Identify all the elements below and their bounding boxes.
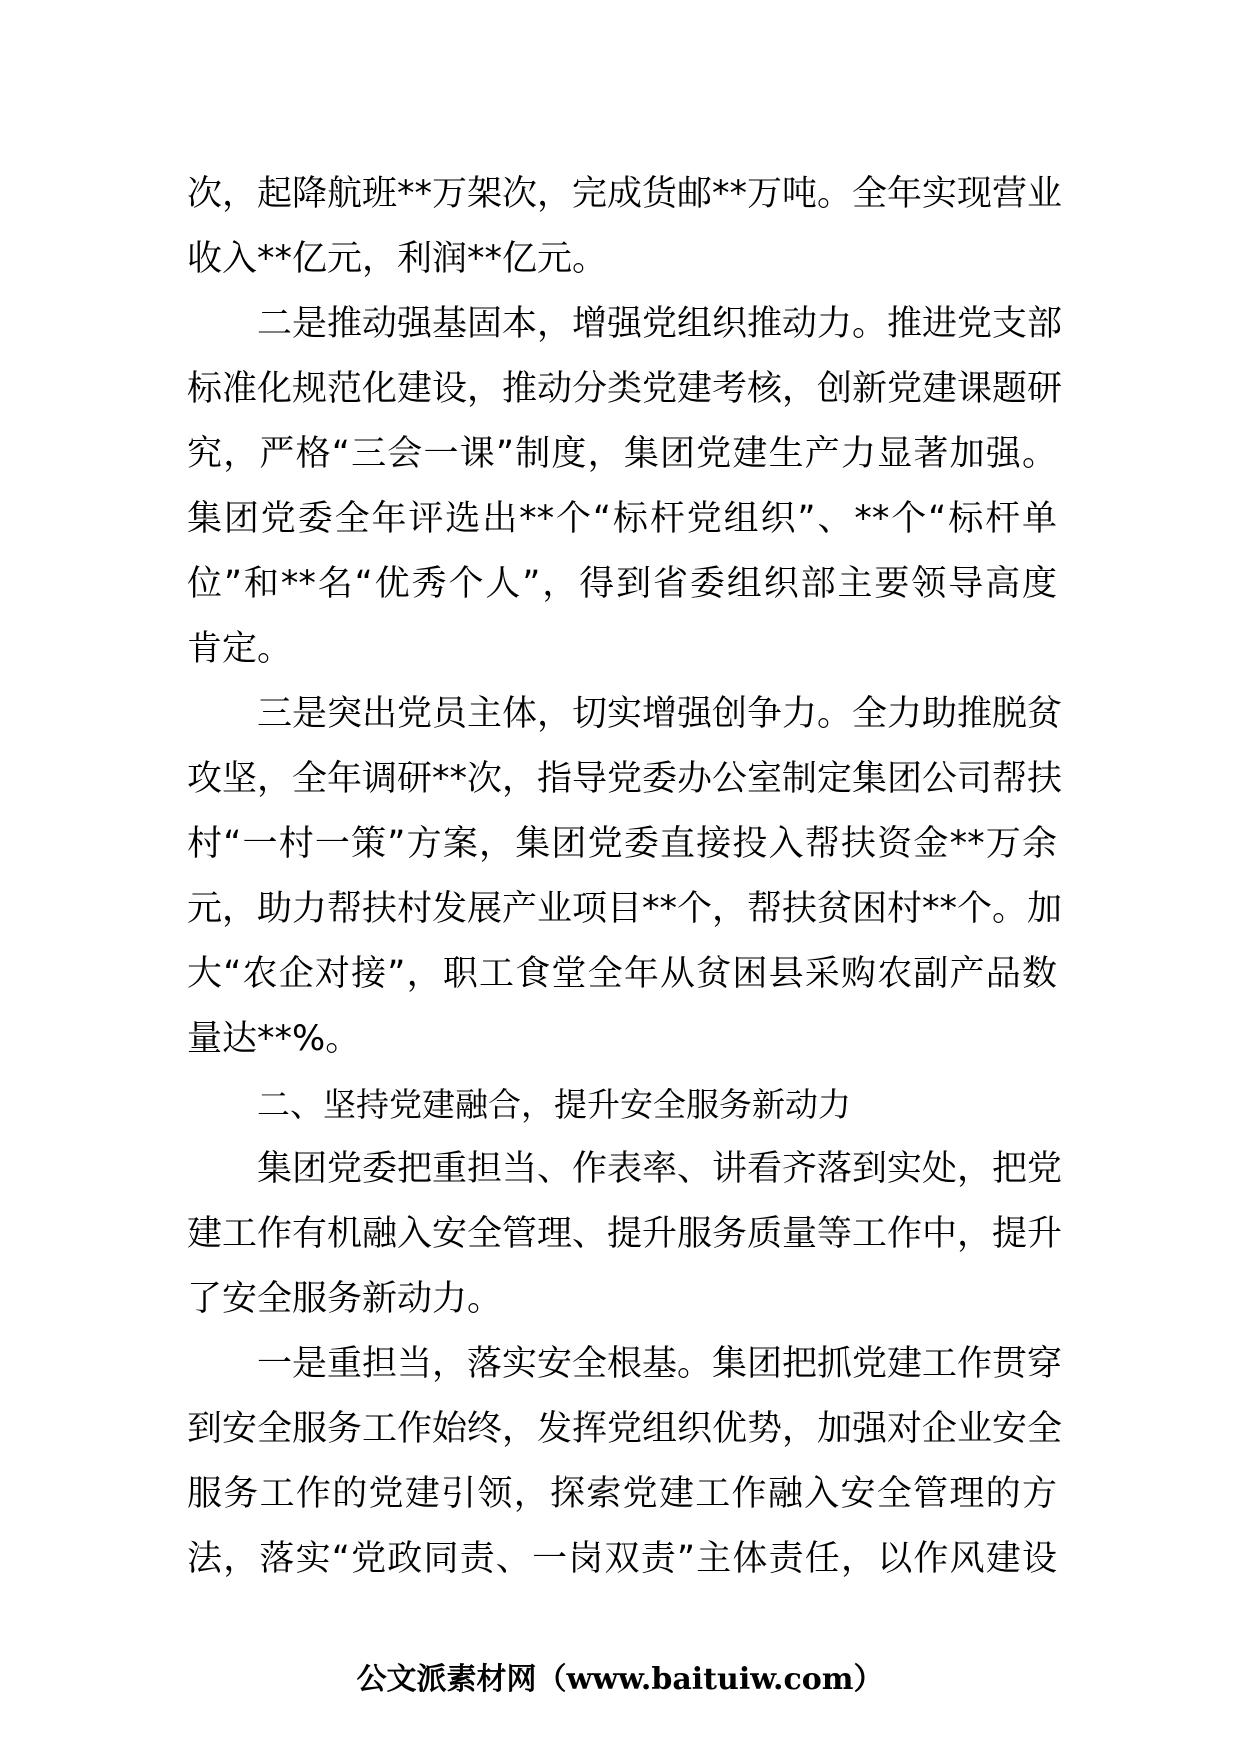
paragraph-first-line: 三是突出党员主体，切实增强创争力。全力助推脱贫 bbox=[257, 694, 1063, 734]
text-line: 建工作有机融入安全管理、提升服务质量等工作中，提升 bbox=[187, 1214, 1063, 1254]
text-line: 收入**亿元，利润**亿元。 bbox=[187, 239, 608, 279]
text-line: 法，落实“党政同责、一岗双责”主体责任，以作风建设 bbox=[187, 1539, 1057, 1579]
text-line: 集团党委全年评选出**个“标杆党组织”、**个“标杆单 bbox=[187, 499, 1057, 539]
text-line: 大“农企对接”，职工食堂全年从贫困县采购农副产品数 bbox=[187, 954, 1057, 994]
text-line: 究，严格“三会一课”制度，集团党建生产力显著加强。 bbox=[187, 434, 1057, 474]
text-line: 元，助力帮扶村发展产业项目**个，帮扶贫困村**个。加 bbox=[187, 889, 1063, 929]
text-line: 服务工作的党建引领，探索党建工作融入安全管理的方 bbox=[187, 1474, 1057, 1514]
paragraph-first-line: 一是重担当，落实安全根基。集团把抓党建工作贯穿 bbox=[257, 1344, 1063, 1384]
paragraph-first-line: 二是推动强基固本，增强党组织推动力。推进党支部 bbox=[257, 304, 1063, 344]
document-body bbox=[187, 162, 1063, 1592]
section-heading: 二、坚持党建融合，提升安全服务新动力 bbox=[257, 1085, 851, 1124]
footer-watermark-text: 公文派素材网（www.baituiw.com） bbox=[356, 1662, 884, 1697]
text-line: 肯定。 bbox=[187, 629, 293, 669]
text-line: 攻坚，全年调研**次，指导党委办公室制定集团公司帮扶 bbox=[187, 759, 1063, 799]
text-line: 量达**%。 bbox=[187, 1019, 361, 1059]
text-line: 到安全服务工作始终，发挥党组织优势，加强对企业安全 bbox=[187, 1409, 1063, 1449]
text-line: 了安全服务新动力。 bbox=[187, 1279, 503, 1319]
text-line: 位”和**名“优秀个人”，得到省委组织部主要领导高度 bbox=[187, 564, 1057, 604]
text-line: 村“一村一策”方案，集团党委直接投入帮扶资金**万余 bbox=[187, 824, 1057, 864]
text-line: 次，起降航班**万架次，完成货邮**万吨。全年实现营业 bbox=[187, 174, 1063, 214]
text-line: 标准化规范化建设，推动分类党建考核，创新党建课题研 bbox=[187, 369, 1063, 409]
paragraph-first-line: 集团党委把重担当、作表率、讲看齐落到实处，把党 bbox=[257, 1149, 1063, 1189]
